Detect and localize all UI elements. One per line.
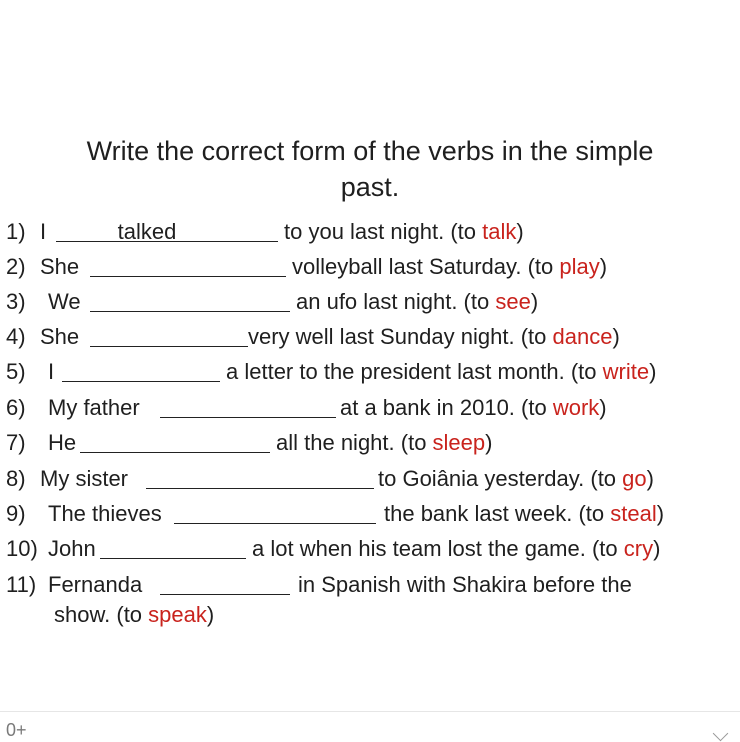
- item-number: 1): [6, 219, 26, 244]
- item-sentence: a letter to the president last month. (to write): [226, 359, 657, 384]
- title-line-2: past.: [340, 172, 400, 202]
- answer-blank[interactable]: [174, 523, 376, 524]
- item-number: 11): [6, 572, 37, 597]
- exercise-item: [0, 428, 740, 458]
- item-verb: go: [622, 466, 647, 491]
- exercise-item-continuation: [0, 600, 740, 630]
- item-subject: I: [40, 219, 47, 244]
- answer-blank[interactable]: [146, 488, 374, 489]
- item-number: 10): [6, 536, 38, 561]
- answer-blank[interactable]: [160, 594, 290, 595]
- item-verb: play: [559, 254, 600, 279]
- item-answer: talked: [117, 219, 177, 244]
- item-subject: I: [48, 359, 55, 384]
- item-sentence: in Spanish with Shakira before the: [298, 572, 632, 597]
- answer-blank[interactable]: [80, 452, 270, 453]
- item-number: 7): [6, 430, 26, 455]
- exercise-item: [0, 322, 740, 352]
- answer-blank[interactable]: [100, 558, 246, 559]
- item-subject: The thieves: [48, 501, 162, 526]
- item-number: 9): [6, 501, 26, 526]
- item-verb: work: [552, 395, 600, 420]
- view-count: 0+: [6, 720, 27, 740]
- item-sentence: an ufo last night. (to see): [296, 289, 539, 314]
- item-verb: sleep: [432, 430, 486, 455]
- item-subject: My sister: [40, 466, 128, 491]
- item-sentence: the bank last week. (to steal): [384, 501, 665, 526]
- worksheet-title: [0, 133, 740, 205]
- exercise-item: [0, 534, 740, 564]
- item-subject: He: [48, 430, 77, 455]
- item-verb: see: [495, 289, 531, 314]
- item-verb: steal: [610, 501, 657, 526]
- item-number: 4): [6, 324, 26, 349]
- item-number: 6): [6, 395, 26, 420]
- exercise-item: [0, 464, 740, 494]
- answer-blank[interactable]: [62, 381, 220, 382]
- exercise-item: [0, 570, 740, 600]
- item-sentence: all the night. (to sleep): [276, 430, 493, 455]
- item-sentence: very well last Sunday night. (to dance): [248, 324, 620, 349]
- chevron-down-icon[interactable]: [713, 726, 729, 742]
- item-verb: write: [602, 359, 650, 384]
- item-subject: She: [40, 324, 80, 349]
- item-sentence: to Goiânia yesterday. (to go): [378, 466, 654, 491]
- item-sentence: a lot when his team lost the game. (to cry): [252, 536, 661, 561]
- item-sentence: at a bank in 2010. (to work): [340, 395, 607, 420]
- item-verb: talk: [482, 219, 517, 244]
- answer-blank[interactable]: [90, 311, 290, 312]
- item-subject: We: [48, 289, 81, 314]
- answer-blank[interactable]: [90, 346, 248, 347]
- exercise-item: [0, 357, 740, 387]
- item-subject: John: [48, 536, 96, 561]
- exercise-item: [0, 393, 740, 423]
- item-sentence: volleyball last Saturday. (to play): [292, 254, 608, 279]
- item-verb: dance: [552, 324, 613, 349]
- item-number: 5): [6, 359, 26, 384]
- item-sentence: show. (to speak): [54, 602, 215, 627]
- exercise-item: [0, 499, 740, 529]
- exercise-item: [0, 252, 740, 282]
- title-line-1: Write the correct form of the verbs in the simple: [86, 136, 654, 166]
- item-verb: speak: [148, 602, 207, 627]
- item-subject: My father: [48, 395, 140, 420]
- item-sentence: to you last night. (to talk): [284, 219, 524, 244]
- footer-bar: [0, 711, 740, 742]
- item-number: 8): [6, 466, 26, 491]
- exercise-item: [0, 287, 740, 317]
- item-subject: Fernanda: [48, 572, 143, 597]
- answer-blank[interactable]: [90, 276, 286, 277]
- item-number: 3): [6, 289, 26, 314]
- answer-blank[interactable]: [160, 417, 336, 418]
- item-number: 2): [6, 254, 26, 279]
- item-subject: She: [40, 254, 80, 279]
- exercise-item: [0, 217, 740, 247]
- item-verb: cry: [623, 536, 654, 561]
